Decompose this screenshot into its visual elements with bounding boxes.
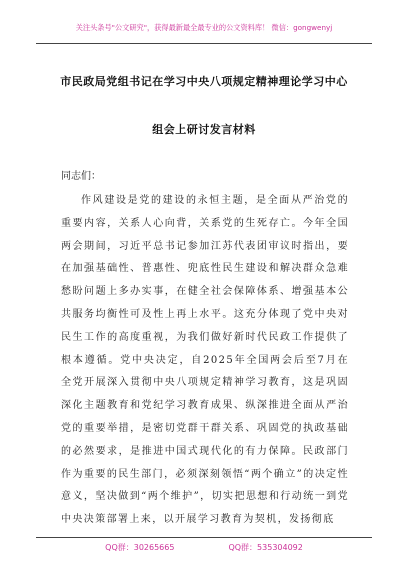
document-title-line2: 组会上研讨发言材料 (152, 123, 256, 136)
body-paragraph: 作风建设是党的建设的永恒主题，是全面从严治党的重要内容，关系人心向背，关系党的生死存亡。今年全国两会期间，习近平总书记参加江苏代表团审议时指出，要在加强基础性、普惠性、兜底性民生建设和解决群众急难愁盼问题上多办实事，在健全社会保障体系、增强基本公共服务均衡性可及性上再上水平。这充分体现了党中央对民生工作的高度重视，为我们做好新时代民政工作提供了根本遵循。党中央决定，自2025年全国两会后至7月在全党开展深入贯彻中央八项规定精神学习教育，这是巩固深化主题教育和党纪学习教育成果、纵深推进全面从严治党的重要举措，是密切党群干群关系、巩固党的执政基础的必然要求，是推进中国式现代化的有力保障。民政部门作为重要的民生部门，必须深刻领悟“两个确立”的决定性意义，坚决做到“两个维护”，切实把思想和行动统一到党中央决策部署上来，以开展学习教育为契机，发扬彻底 (61, 195, 349, 526)
footer (36, 540, 372, 556)
header-divider (36, 43, 372, 44)
greeting: 同志们： (61, 171, 101, 182)
footer-divider (36, 537, 372, 538)
footer-qq-group-2: QQ群：535304092 (228, 543, 303, 552)
footer-qq-group-1: QQ群：30265665 (105, 543, 175, 552)
document-title-line1: 市民政局党组书记在学习中央八项规定精神理论学习中心 (60, 75, 348, 88)
header-banner: 关注头条号"公文研究"，获得最新最全最专业的公文资料库！ 微信：gongwenyj (75, 23, 333, 32)
